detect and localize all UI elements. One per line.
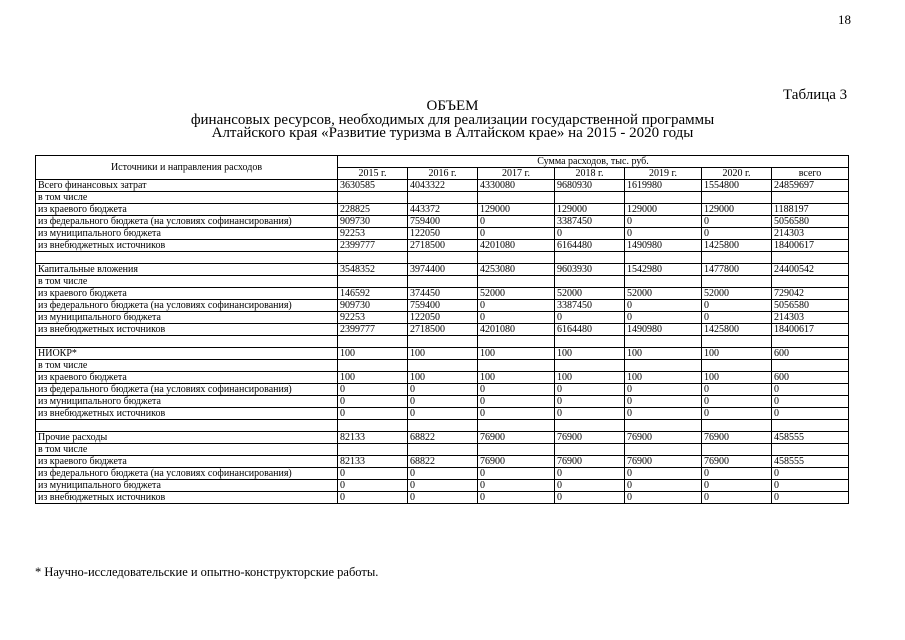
header-year: 2015 г.: [338, 168, 408, 180]
row-label: из краевого бюджета: [36, 456, 338, 468]
value-cell: 2718500: [408, 324, 478, 336]
value-cell: [478, 276, 555, 288]
table-row: [36, 396, 849, 408]
header-year: 2017 г.: [478, 168, 555, 180]
value-cell: 76900: [478, 456, 555, 468]
value-cell: 0: [772, 384, 849, 396]
header-sources: Источники и направления расходов: [36, 156, 338, 180]
value-cell: 1425800: [702, 324, 772, 336]
table-row: [36, 216, 849, 228]
value-cell: 6164480: [555, 324, 625, 336]
table-row: [36, 372, 849, 384]
value-cell: 0: [772, 480, 849, 492]
value-cell: 76900: [555, 456, 625, 468]
value-cell: 0: [625, 384, 702, 396]
empty-cell: [408, 336, 478, 348]
value-cell: 100: [555, 372, 625, 384]
value-cell: [702, 444, 772, 456]
value-cell: 3974400: [408, 264, 478, 276]
section-spacer-row: [36, 252, 849, 264]
value-cell: 0: [702, 468, 772, 480]
value-cell: 76900: [478, 432, 555, 444]
value-cell: 458555: [772, 432, 849, 444]
row-label: из внебюджетных источников: [36, 492, 338, 504]
value-cell: [338, 276, 408, 288]
value-cell: [478, 444, 555, 456]
value-cell: 443372: [408, 204, 478, 216]
table-row: [36, 276, 849, 288]
value-cell: 759400: [408, 300, 478, 312]
empty-cell: [625, 336, 702, 348]
table-row: [36, 432, 849, 444]
empty-cell: [338, 420, 408, 432]
value-cell: 4043322: [408, 180, 478, 192]
value-cell: 0: [772, 396, 849, 408]
value-cell: 0: [555, 384, 625, 396]
empty-cell: [478, 420, 555, 432]
value-cell: 0: [625, 216, 702, 228]
value-cell: 100: [702, 348, 772, 360]
value-cell: 0: [625, 408, 702, 420]
value-cell: 0: [625, 228, 702, 240]
row-label: в том числе: [36, 360, 338, 372]
row-label: из муниципального бюджета: [36, 312, 338, 324]
value-cell: 18400617: [772, 240, 849, 252]
value-cell: 100: [408, 372, 478, 384]
value-cell: [772, 360, 849, 372]
header-year: всего: [772, 168, 849, 180]
value-cell: [478, 192, 555, 204]
row-label: в том числе: [36, 192, 338, 204]
value-cell: 0: [702, 480, 772, 492]
row-label: из муниципального бюджета: [36, 480, 338, 492]
value-cell: 0: [555, 312, 625, 324]
value-cell: 0: [478, 216, 555, 228]
value-cell: 3630585: [338, 180, 408, 192]
value-cell: 3387450: [555, 216, 625, 228]
row-label: Капитальные вложения: [36, 264, 338, 276]
empty-cell: [555, 420, 625, 432]
value-cell: 2399777: [338, 324, 408, 336]
value-cell: 1490980: [625, 240, 702, 252]
value-cell: 100: [625, 372, 702, 384]
document-title: [0, 99, 905, 140]
value-cell: [555, 360, 625, 372]
value-cell: 909730: [338, 300, 408, 312]
value-cell: 0: [408, 468, 478, 480]
value-cell: 0: [555, 408, 625, 420]
row-label: Прочие расходы: [36, 432, 338, 444]
value-cell: 0: [478, 408, 555, 420]
value-cell: 100: [338, 348, 408, 360]
empty-cell: [555, 336, 625, 348]
value-cell: [408, 444, 478, 456]
value-cell: 0: [338, 492, 408, 504]
value-cell: 0: [338, 396, 408, 408]
value-cell: [772, 444, 849, 456]
empty-cell: [555, 252, 625, 264]
value-cell: 100: [478, 372, 555, 384]
table-row: [36, 324, 849, 336]
title-line-3: Алтайского края «Развитие туризма в Алтайском крае» на 2015 - 2020 годы: [211, 125, 694, 141]
value-cell: 129000: [555, 204, 625, 216]
empty-cell: [36, 420, 338, 432]
value-cell: [772, 192, 849, 204]
value-cell: 52000: [625, 288, 702, 300]
value-cell: 100: [478, 348, 555, 360]
value-cell: 1542980: [625, 264, 702, 276]
value-cell: [338, 444, 408, 456]
table-row: [36, 468, 849, 480]
value-cell: 0: [338, 384, 408, 396]
value-cell: 0: [772, 492, 849, 504]
empty-cell: [338, 336, 408, 348]
empty-cell: [478, 336, 555, 348]
value-cell: 0: [555, 396, 625, 408]
table-row: [36, 180, 849, 192]
table-row: [36, 408, 849, 420]
header-year: 2018 г.: [555, 168, 625, 180]
value-cell: 0: [338, 468, 408, 480]
empty-cell: [478, 252, 555, 264]
value-cell: 0: [408, 480, 478, 492]
value-cell: [555, 192, 625, 204]
value-cell: 0: [625, 492, 702, 504]
value-cell: 0: [408, 492, 478, 504]
value-cell: 729042: [772, 288, 849, 300]
header-year: 2016 г.: [408, 168, 478, 180]
value-cell: 2718500: [408, 240, 478, 252]
value-cell: 0: [478, 228, 555, 240]
value-cell: 4330080: [478, 180, 555, 192]
empty-cell: [625, 420, 702, 432]
row-label: Всего финансовых затрат: [36, 180, 338, 192]
title-line-2: финансовых ресурсов, необходимых для реализации государственной программы: [190, 112, 715, 128]
row-label: из краевого бюджета: [36, 372, 338, 384]
row-label: из краевого бюджета: [36, 204, 338, 216]
value-cell: 5056580: [772, 216, 849, 228]
value-cell: [625, 276, 702, 288]
value-cell: [625, 192, 702, 204]
value-cell: 146592: [338, 288, 408, 300]
value-cell: 0: [702, 396, 772, 408]
value-cell: 68822: [408, 456, 478, 468]
row-label: в том числе: [36, 444, 338, 456]
value-cell: 1619980: [625, 180, 702, 192]
value-cell: 0: [338, 408, 408, 420]
table-row: [36, 456, 849, 468]
value-cell: 0: [408, 408, 478, 420]
value-cell: 909730: [338, 216, 408, 228]
page-number: 18: [838, 12, 851, 27]
value-cell: 4253080: [478, 264, 555, 276]
value-cell: [478, 360, 555, 372]
row-label: из федерального бюджета (на условиях софинансирования): [36, 300, 338, 312]
value-cell: 100: [555, 348, 625, 360]
empty-cell: [408, 420, 478, 432]
value-cell: 0: [478, 480, 555, 492]
table-row: [36, 300, 849, 312]
value-cell: 82133: [338, 456, 408, 468]
table-body: [36, 180, 849, 504]
value-cell: 76900: [702, 432, 772, 444]
value-cell: 228825: [338, 204, 408, 216]
table-row: [36, 312, 849, 324]
table-row: [36, 444, 849, 456]
value-cell: 214303: [772, 228, 849, 240]
value-cell: 0: [702, 408, 772, 420]
value-cell: 0: [478, 468, 555, 480]
value-cell: 76900: [625, 432, 702, 444]
row-label: из внебюджетных источников: [36, 324, 338, 336]
value-cell: 6164480: [555, 240, 625, 252]
value-cell: 0: [702, 300, 772, 312]
value-cell: 0: [625, 396, 702, 408]
empty-cell: [36, 336, 338, 348]
value-cell: [555, 276, 625, 288]
value-cell: 458555: [772, 456, 849, 468]
row-label: НИОКР*: [36, 348, 338, 360]
value-cell: 0: [772, 468, 849, 480]
value-cell: 9680930: [555, 180, 625, 192]
value-cell: 1477800: [702, 264, 772, 276]
value-cell: [555, 444, 625, 456]
value-cell: 374450: [408, 288, 478, 300]
value-cell: 0: [478, 312, 555, 324]
empty-cell: [408, 252, 478, 264]
table-row: [36, 492, 849, 504]
value-cell: 5056580: [772, 300, 849, 312]
value-cell: 4201080: [478, 240, 555, 252]
value-cell: 0: [702, 384, 772, 396]
row-label: из краевого бюджета: [36, 288, 338, 300]
value-cell: 759400: [408, 216, 478, 228]
value-cell: 600: [772, 348, 849, 360]
value-cell: 129000: [625, 204, 702, 216]
value-cell: 122050: [408, 312, 478, 324]
value-cell: 214303: [772, 312, 849, 324]
value-cell: [702, 276, 772, 288]
value-cell: [702, 192, 772, 204]
row-label: в том числе: [36, 276, 338, 288]
financial-resources-table: [35, 155, 849, 504]
table-row: [36, 288, 849, 300]
value-cell: 0: [625, 300, 702, 312]
value-cell: 0: [478, 384, 555, 396]
empty-cell: [625, 252, 702, 264]
value-cell: 4201080: [478, 324, 555, 336]
value-cell: 92253: [338, 312, 408, 324]
value-cell: 1425800: [702, 240, 772, 252]
table-row: [36, 240, 849, 252]
footnote: * Научно-исследовательские и опытно-конструкторские работы.: [35, 565, 379, 579]
value-cell: 68822: [408, 432, 478, 444]
row-label: из муниципального бюджета: [36, 396, 338, 408]
value-cell: 100: [625, 348, 702, 360]
value-cell: 0: [478, 300, 555, 312]
value-cell: 9603930: [555, 264, 625, 276]
value-cell: 2399777: [338, 240, 408, 252]
value-cell: 122050: [408, 228, 478, 240]
value-cell: 52000: [702, 288, 772, 300]
value-cell: [772, 276, 849, 288]
value-cell: 600: [772, 372, 849, 384]
value-cell: 52000: [555, 288, 625, 300]
value-cell: 18400617: [772, 324, 849, 336]
value-cell: 0: [555, 228, 625, 240]
header-sum: Сумма расходов, тыс. руб.: [338, 156, 849, 168]
row-label: из муниципального бюджета: [36, 228, 338, 240]
table-row: [36, 192, 849, 204]
value-cell: 0: [478, 492, 555, 504]
header-year: 2019 г.: [625, 168, 702, 180]
value-cell: 0: [702, 492, 772, 504]
value-cell: 0: [555, 480, 625, 492]
value-cell: 52000: [478, 288, 555, 300]
title-line-1: ОБЪЕМ: [426, 98, 479, 114]
value-cell: 0: [702, 216, 772, 228]
table-row: [36, 264, 849, 276]
value-cell: 82133: [338, 432, 408, 444]
table-row: [36, 480, 849, 492]
value-cell: [338, 192, 408, 204]
empty-cell: [702, 420, 772, 432]
table-number: Таблица 3: [783, 87, 848, 103]
value-cell: 1490980: [625, 324, 702, 336]
value-cell: [702, 360, 772, 372]
value-cell: 0: [408, 384, 478, 396]
value-cell: 100: [702, 372, 772, 384]
value-cell: [408, 276, 478, 288]
value-cell: 0: [625, 480, 702, 492]
value-cell: 1554800: [702, 180, 772, 192]
value-cell: 24859697: [772, 180, 849, 192]
row-label: из внебюджетных источников: [36, 408, 338, 420]
value-cell: 0: [555, 468, 625, 480]
empty-cell: [772, 420, 849, 432]
value-cell: 3548352: [338, 264, 408, 276]
value-cell: 3387450: [555, 300, 625, 312]
row-label: из федерального бюджета (на условиях софинансирования): [36, 216, 338, 228]
value-cell: 100: [408, 348, 478, 360]
value-cell: 0: [702, 312, 772, 324]
value-cell: 0: [408, 396, 478, 408]
value-cell: [338, 360, 408, 372]
value-cell: 129000: [702, 204, 772, 216]
value-cell: 76900: [625, 456, 702, 468]
section-spacer-row: [36, 336, 849, 348]
empty-cell: [702, 252, 772, 264]
empty-cell: [36, 252, 338, 264]
table-row: [36, 228, 849, 240]
value-cell: 0: [625, 312, 702, 324]
header-year: 2020 г.: [702, 168, 772, 180]
table-row: [36, 360, 849, 372]
row-label: из федерального бюджета (на условиях софинансирования): [36, 384, 338, 396]
empty-cell: [772, 336, 849, 348]
value-cell: 92253: [338, 228, 408, 240]
empty-cell: [772, 252, 849, 264]
value-cell: 0: [555, 492, 625, 504]
value-cell: 0: [478, 396, 555, 408]
value-cell: 76900: [702, 456, 772, 468]
table-row: [36, 204, 849, 216]
value-cell: 0: [702, 228, 772, 240]
value-cell: [408, 192, 478, 204]
value-cell: 1188197: [772, 204, 849, 216]
value-cell: 129000: [478, 204, 555, 216]
row-label: из внебюджетных источников: [36, 240, 338, 252]
empty-cell: [338, 252, 408, 264]
value-cell: [408, 360, 478, 372]
table-row: [36, 384, 849, 396]
value-cell: 0: [772, 408, 849, 420]
table-row: [36, 348, 849, 360]
section-spacer-row: [36, 420, 849, 432]
value-cell: 100: [338, 372, 408, 384]
row-label: из федерального бюджета (на условиях софинансирования): [36, 468, 338, 480]
value-cell: 0: [338, 480, 408, 492]
value-cell: 76900: [555, 432, 625, 444]
value-cell: [625, 360, 702, 372]
value-cell: 0: [625, 468, 702, 480]
value-cell: [625, 444, 702, 456]
value-cell: 24400542: [772, 264, 849, 276]
empty-cell: [702, 336, 772, 348]
